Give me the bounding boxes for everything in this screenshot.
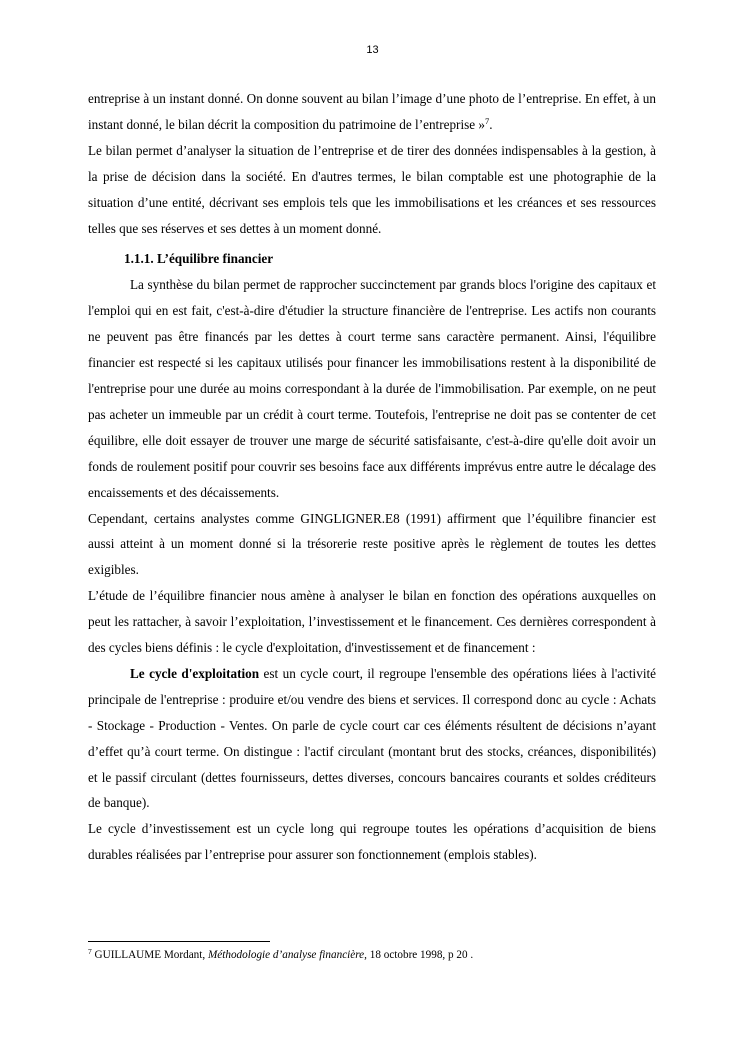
- paragraph-bilan-analyse: Le bilan permet d’analyser la situation de l’entreprise et de tirer des données indispensables à la gestion, à la prise de décision dans la société. En d'autres termes, le bilan comptable est une photographie de la situation d’une entité, décrivant ses emplois tels que les immobilisations et les créances et ses ressources telles que ses réserves et ses dettes à un moment donné.: [88, 142, 656, 236]
- footnote-title: Méthodologie d’analyse financière,: [207, 949, 367, 961]
- paragraph-gingligner: Cependant, certains analystes comme GINGLIGNER.E8 (1991) affirment que l’équilibre financier est aussi atteint à un moment donné si la trésorerie reste positive après le règlement de toutes les dettes exigibles.: [88, 510, 656, 578]
- paragraph-bilan-photo: [88, 86, 656, 138]
- footnote-number: 7: [88, 947, 92, 956]
- paragraph-text: est un cycle court, il regroupe l'ensemble des opérations liées à l'activité principale de l'entreprise : produire et/ou vendre des biens et services. Il correspond donc au cycle : Achats - Stockage - Production - Ventes. On parle de cycle court car ces éléments résultent de décisions n’ayant d’effet qu’à court terme. On distingue : l'actif circulant (montant brut des stocks, créances, disponibilités) et le passif circulant (dettes fournisseurs, dettes diverses, concours bancaires courants et soldes créditeurs de banque).: [88, 665, 657, 811]
- footnote: [88, 948, 656, 963]
- paragraph-end: .: [489, 116, 493, 132]
- footnote-reference: 7: [484, 115, 490, 126]
- footnote-details: 18 octobre 1998, p 20 .: [366, 949, 474, 961]
- paragraph-synthese: La synthèse du bilan permet de rapprocher succinctement par grands blocs l'origine des capitaux et l'emploi qui en est fait, c'est-à-dire d'étudier la structure financière de l'entreprise. Les actifs non courants ne peuvent pas être financés par les dettes à court terme sans caractère permanent. Ainsi, l'équilibre financier est respecté si les capitaux utilisés pour financer les immobilisations restent à la disponibilité de l'entreprise pour une durée au moins correspondant à la durée de l'immobilisation. Par exemple, on ne peut pas acheter un immeuble par un crédit à court terme. Toutefois, l'entreprise ne doit pas se contenter de cet équilibre, elle doit essayer de trouver une marge de sécurité satisfaisante, c'est-à-dire qu'elle doit avoir un fonds de roulement positif pour couvrir ses besoins face aux différents imprévus entre autre le décalage des encaissements et des décaissements.: [88, 277, 656, 500]
- paragraph-etude-equilibre: L’étude de l’équilibre financier nous amène à analyser le bilan en fonction des opérations auxquelles on peut les rattacher, à savoir l’exploitation, l’investissement et le financement. Ces dernières correspondent à des cycles biens définis : le cycle d'exploitation, d'investissement et de financement :: [88, 588, 656, 656]
- section-heading: 1.1.1. L’équilibre financier: [124, 251, 274, 267]
- paragraph-cycle-exploitation: [88, 661, 656, 816]
- paragraph-text: entreprise à un instant donné. On donne souvent au bilan l’image d’une photo de l’entreprise. En effet, à un instant donné, le bilan décrit la composition du patrimoine de l’entreprise »: [88, 91, 656, 132]
- paragraph-cycle-investissement: Le cycle d’investissement est un cycle long qui regroupe toutes les opérations d’acquisition de biens durables réalisées par l’entreprise pour assurer son fonctionnement (emplois stables).: [88, 821, 656, 863]
- page-number: 13: [366, 44, 379, 56]
- page-body: [88, 86, 656, 868]
- footnote-author: GUILLAUME Mordant,: [91, 949, 208, 961]
- bold-term: Le cycle d'exploitation: [130, 665, 260, 681]
- footnote-separator: [88, 941, 270, 942]
